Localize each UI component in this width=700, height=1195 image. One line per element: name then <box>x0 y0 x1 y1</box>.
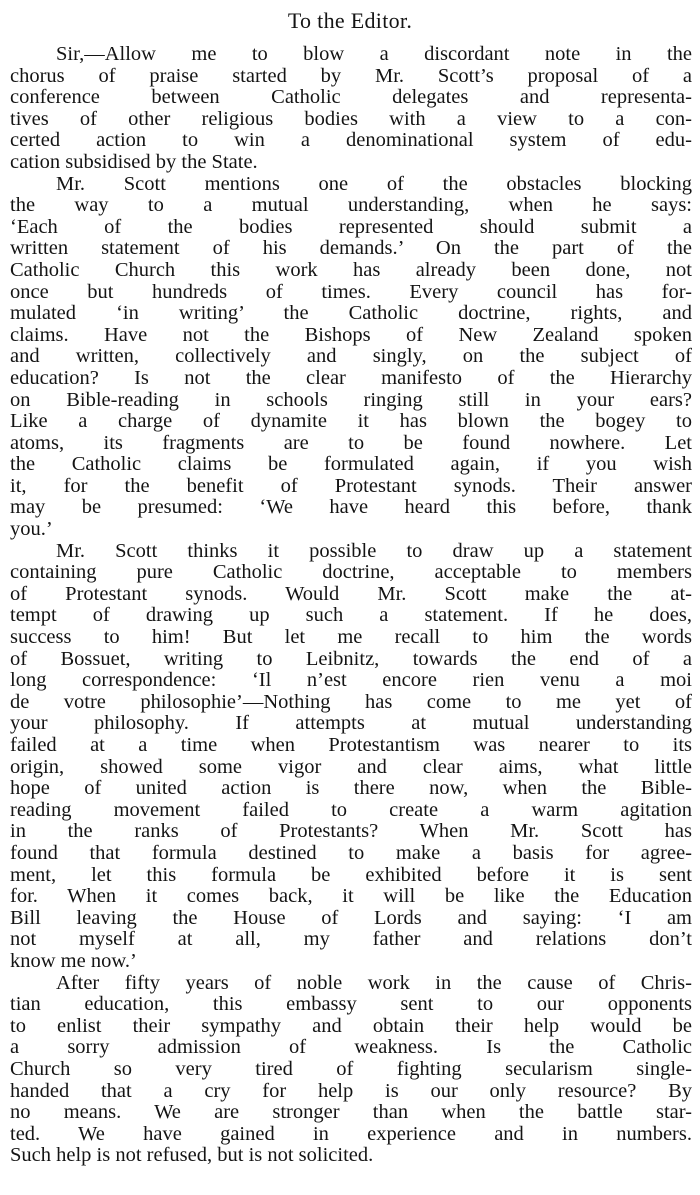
letter-line: handed that a cry for help is our only resource? By <box>10 1080 692 1102</box>
letter-line: no means. We are stronger than when the battle star- <box>10 1102 692 1124</box>
letter-line: of Protestant synods. Would Mr. Scott make the at- <box>10 583 692 605</box>
letter-line: ted. We have gained in experience and in numbers. <box>10 1123 692 1145</box>
letter-line: claims. Have not the Bishops of New Zealand spoken <box>10 324 692 346</box>
letter-line: Mr. Scott thinks it possible to draw up a statement <box>56 540 692 562</box>
letter-line: the way to a mutual understanding, when he says: <box>10 195 692 217</box>
letter-line: Catholic Church this work has already been done, not <box>10 259 692 281</box>
letter-line: and written, collectively and singly, on the subject of <box>10 346 692 368</box>
letter-line: tian education, this embassy sent to our opponents <box>10 994 692 1016</box>
letter-line: tempt of drawing up such a statement. If he does, <box>10 605 692 627</box>
letter-line: know me now.’ <box>10 950 137 972</box>
letter-line: Mr. Scott mentions one of the obstacles blocking <box>56 173 692 195</box>
letter-line: your philosophy. If attempts at mutual understanding <box>10 713 692 735</box>
letter-line: mulated ‘in writing’ the Catholic doctrine, rights, and <box>10 303 692 325</box>
letter-line: in the ranks of Protestants? When Mr. Scott has <box>10 821 692 843</box>
letter-line: After fifty years of noble work in the cause of Chris- <box>56 972 692 994</box>
letter-line: hope of united action is there now, when the Bible- <box>10 778 692 800</box>
letter-line: ment, let this formula be exhibited before it is sent <box>10 864 692 886</box>
letter-line: education? Is not the clear manifesto of the Hierarchy <box>10 367 692 389</box>
letter-line: the Catholic claims be formulated again, if you wish <box>10 454 692 476</box>
letter-line: to enlist their sympathy and obtain their help would be <box>10 1015 692 1037</box>
letter-line: origin, showed some vigor and clear aims, what little <box>10 756 692 778</box>
letter-line: found that formula destined to make a basis for agree- <box>10 842 692 864</box>
letter-line: Such help is not refused, but is not solicited. <box>10 1145 374 1167</box>
letter-line: conference between Catholic delegates and representa- <box>10 87 692 109</box>
letter-line: for. When it comes back, it will be like the Education <box>10 886 692 908</box>
letter-line: it, for the benefit of Protestant synods. Their answer <box>10 475 692 497</box>
letter-line: you.’ <box>10 519 53 541</box>
letter-line: Church so very tired of fighting secularism single- <box>10 1058 692 1080</box>
letter-line: certed action to win a denominational system of edu- <box>10 130 692 152</box>
letter-line: ‘Each of the bodies represented should submit a <box>10 216 692 238</box>
letter-line: chorus of praise started by Mr. Scott’s proposal of a <box>10 65 692 87</box>
letter-line: failed at a time when Protestantism was nearer to its <box>10 735 692 756</box>
letter-line: reading movement failed to create a warm agitation <box>10 799 692 821</box>
letter-line: de votre philosophie’—Nothing has come to me yet of <box>10 691 692 713</box>
letter-line: Like a charge of dynamite it has blown the bogey to <box>10 411 692 433</box>
letter-line: tives of other religious bodies with a view to a con- <box>10 108 692 130</box>
letter-line: not myself at all, my father and relations don’t <box>10 929 692 951</box>
letter-line: on Bible-reading in schools ringing still in your ears? <box>10 389 692 411</box>
letter-line: Bill leaving the House of Lords and saying: ‘I am <box>10 907 692 929</box>
letter-line: Sir,—Allow me to blow a discordant note in the <box>56 44 692 65</box>
letter-body <box>10 44 692 1167</box>
letter-line: once but hundreds of times. Every council has for- <box>10 281 692 303</box>
letter-line: containing pure Catholic doctrine, acceptable to members <box>10 562 692 584</box>
letter-line: long correspondence: ‘Il n’est encore rien venu a moi <box>10 670 692 692</box>
letter-line: may be presumed: ‘We have heard this before, thank <box>10 497 692 519</box>
letter-line: of Bossuet, writing to Leibnitz, towards the end of a <box>10 648 692 670</box>
letter-line: cation subsidised by the State. <box>10 151 258 173</box>
letter-line: success to him! But let me recall to him the words <box>10 627 692 649</box>
letter-line: written statement of his demands.’ On the part of the <box>10 238 692 260</box>
letter-line: atoms, its fragments are to be found nowhere. Let <box>10 432 692 454</box>
letter-heading: To the Editor. <box>287 8 413 33</box>
letter-line: a sorry admission of weakness. Is the Catholic <box>10 1037 692 1059</box>
